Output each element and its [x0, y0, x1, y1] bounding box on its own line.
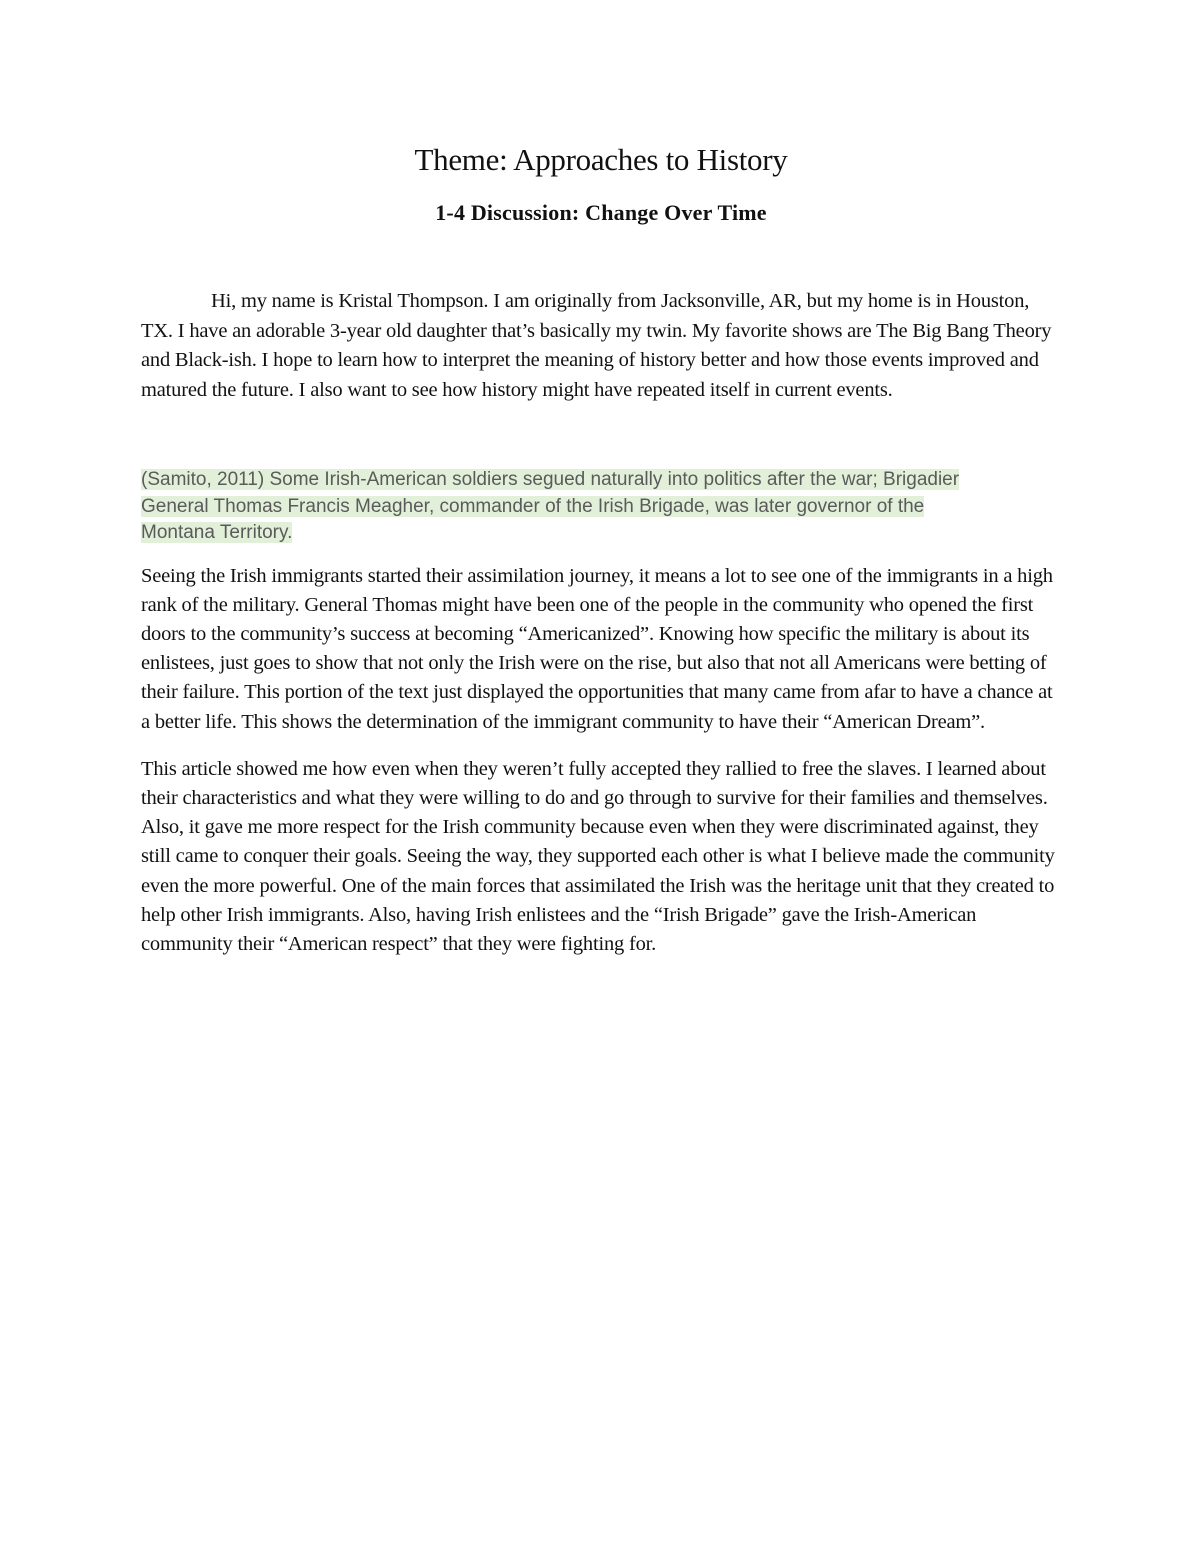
highlighted-quote-text: (Samito, 2011) Some Irish-American soldiers segued naturally into politics after the war; Brigadier General Thomas Francis Meagher, commander of the Irish Brigade, was later governor of the Montana Territory. — [141, 469, 960, 543]
body-paragraph-2: This article showed me how even when they weren’t fully accepted they rallied to free the slaves. I learned about their characteristics and what they were willing to do and go through to survive for their families and themselves. Also, it gave me more respect for the Irish community because even when they were discriminated against, they still came to conquer their goals. Seeing the way, they supported each other is what I believe made the community even the more powerful. One of the main forces that assimilated the Irish was the heritage unit that they created to help other Irish immigrants. Also, having Irish enlistees and the “Irish Brigade” gave the Irish-American community their “American respect” that they were fighting for. — [141, 757, 1055, 955]
document-title: Theme: Approaches to History — [414, 142, 788, 177]
body-paragraph-1: Seeing the Irish immigrants started their assimilation journey, it means a lot to see one of the immigrants in a high rank of the military. General Thomas might have been one of the people in the community who opened the first doors to the community’s success at becoming “Americanized”. Knowing how specific the military is about its enlistees, just goes to show that not only the Irish were on the rise, but also that not all Americans were betting of their failure. This portion of the text just displayed the opportunities that many came from afar to have a chance at a better life. This shows the determination of the immigrant community to have their “American Dream”. — [141, 564, 1053, 733]
highlighted-quote — [141, 467, 1001, 547]
intro-paragraph: Hi, my name is Kristal Thompson. I am originally from Jacksonville, AR, but my home is in Houston, TX. I have an adorable 3-year old daughter that’s basically my twin. My favorite shows are The Big Bang Theory and Black-ish. I hope to learn how to interpret the meaning of history better and how those events improved and matured the future. I also want to see how history might have repeated itself in current events. — [141, 290, 1052, 401]
document-body — [141, 140, 1061, 959]
document-subtitle: 1-4 Discussion: Change Over Time — [435, 200, 767, 225]
